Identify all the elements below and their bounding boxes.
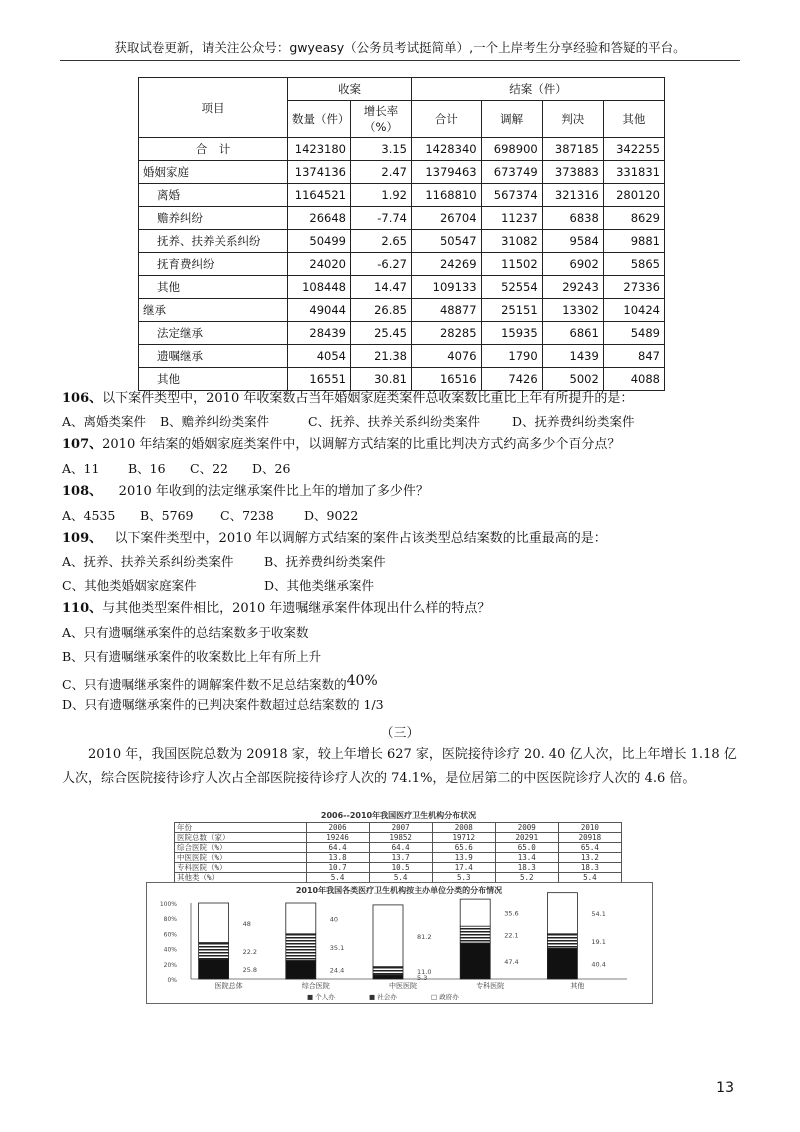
segment-value-label: 11.0	[417, 967, 432, 976]
table-row	[139, 161, 665, 184]
y-tick-label: 100%	[159, 901, 177, 908]
cell-mediation: 698900	[481, 138, 542, 161]
cell-count: 24020	[288, 253, 351, 276]
q109-options-cd	[62, 577, 374, 595]
table-row	[139, 253, 665, 276]
cell-judgment: 1439	[542, 345, 603, 368]
bar-segment-社会办	[199, 943, 229, 960]
cell-growth: 14.47	[351, 276, 412, 299]
segment-value-label: 47.4	[504, 957, 519, 966]
cell-other: 331831	[603, 161, 664, 184]
cell-total: 1168810	[412, 184, 482, 207]
col-other: 其他	[603, 101, 664, 138]
cell-growth: 26.85	[351, 299, 412, 322]
case-statistics-table	[138, 77, 665, 391]
y-tick-label: 20%	[163, 961, 177, 969]
bar-segment-社会办	[547, 934, 577, 949]
cell-total: 4076	[412, 345, 482, 368]
hospital-distribution-table	[174, 822, 622, 883]
legend-entry: □ 政府办	[431, 993, 459, 1001]
cell-other: 8629	[603, 207, 664, 230]
col-mediation: 调解	[481, 101, 542, 138]
cell-judgment: 9584	[542, 230, 603, 253]
figure-table-cell: 20918	[558, 833, 621, 843]
q110-option-b[interactable]: B、只有遗嘱继承案件的收案数比上年有所上升	[62, 649, 322, 664]
cell-other: 5865	[603, 253, 664, 276]
figure-table-row	[175, 833, 622, 843]
segment-value-label: 22.1	[504, 931, 519, 940]
cell-judgment: 29243	[542, 276, 603, 299]
cell-mediation: 567374	[481, 184, 542, 207]
q108-option-a[interactable]: A、4535	[62, 508, 116, 523]
chart-title: 2010年我国各类医疗卫生机构按主办单位分类的分布情况	[295, 886, 503, 895]
segment-value-label: 25.8	[242, 966, 258, 975]
figure-table-cell: 65.6	[432, 843, 495, 853]
cell-count: 16551	[288, 368, 351, 391]
cell-other: 342255	[603, 138, 664, 161]
col-count: 数量（件）	[288, 101, 351, 138]
bar-segment-社会办	[460, 926, 490, 943]
y-tick-label: 80%	[163, 916, 177, 924]
y-tick-label: 0%	[167, 977, 177, 984]
table-row	[139, 138, 665, 161]
bar-segment-个人办	[460, 943, 490, 979]
cell-count: 1374136	[288, 161, 351, 184]
figure-table-cell: 13.4	[495, 853, 558, 863]
bar-segment-社会办	[373, 967, 403, 975]
x-category-label: 专科医院	[476, 982, 505, 990]
row-label: 法定继承	[139, 322, 288, 345]
figure-table-cell: 2008	[432, 823, 495, 833]
cell-count: 1164521	[288, 184, 351, 207]
bar-segment-个人办	[286, 960, 316, 979]
cell-total: 109133	[412, 276, 482, 299]
figure-table-cell: 2007	[369, 823, 432, 833]
segment-value-label: 22.2	[242, 947, 258, 956]
row-label: 合 计	[139, 138, 288, 161]
hospital-figure	[146, 810, 651, 1002]
cell-judgment: 6861	[542, 322, 603, 345]
cell-mediation: 31082	[481, 230, 542, 253]
question-106: 106、以下案件类型中，2010 年收案数占当年婚姻家庭类案件总收案数比重比上年有所提升的是：	[62, 391, 634, 406]
figure-table-cell: 18.3	[495, 863, 558, 873]
segment-value-label: 35.1	[329, 944, 345, 953]
figure-table-row	[175, 873, 622, 883]
cell-count: 4054	[288, 345, 351, 368]
q106-option-a[interactable]: A、离婚类案件	[62, 414, 147, 429]
bar-segment-政府办	[199, 903, 229, 943]
q109-option-a[interactable]: A、抚养、扶养关系纠纷类案件	[62, 554, 234, 569]
col-judgment: 判决	[542, 101, 603, 138]
cell-other: 9881	[603, 230, 664, 253]
x-category-label: 医院总体	[214, 982, 243, 990]
cell-total: 48877	[412, 299, 482, 322]
cell-count: 49044	[288, 299, 351, 322]
figure-table-cell: 5.4	[306, 873, 369, 883]
cell-mediation: 673749	[481, 161, 542, 184]
figure-table-row	[175, 853, 622, 863]
q106-options	[62, 413, 635, 431]
figure-table-cell: 年份	[175, 823, 307, 833]
row-label: 其他	[139, 368, 288, 391]
x-category-label: 其他	[570, 982, 585, 990]
figure-table-row	[175, 823, 622, 833]
cell-other: 27336	[603, 276, 664, 299]
figure-table-title: 2006--2010年我国医疗卫生机构分布状况	[320, 811, 477, 820]
cell-count: 108448	[288, 276, 351, 299]
figure-table-cell: 10.5	[369, 863, 432, 873]
question-107: 107、2010 年结案的婚姻家庭类案件中，以调解方式结案的比重比判决方式约高多少个百分点？	[62, 437, 621, 452]
cell-growth: 1.92	[351, 184, 412, 207]
cell-judgment: 6838	[542, 207, 603, 230]
table-row	[139, 184, 665, 207]
figure-table-cell: 13.9	[432, 853, 495, 863]
segment-value-label: 81.2	[417, 932, 432, 941]
figure-table-cell: 64.4	[369, 843, 432, 853]
segment-value-label: 48	[242, 919, 251, 928]
figure-table-cell: 13.2	[558, 853, 621, 863]
bar-segment-个人办	[547, 948, 577, 979]
q107-option-a[interactable]: A、11	[62, 461, 100, 476]
cell-mediation: 7426	[481, 368, 542, 391]
table-row	[139, 230, 665, 253]
cell-count: 28439	[288, 322, 351, 345]
figure-table-cell: 专科医院（%）	[175, 863, 307, 873]
cell-mediation: 1790	[481, 345, 542, 368]
figure-table-cell: 2010	[558, 823, 621, 833]
legend-entry: ■ 个人办	[307, 993, 335, 1001]
cell-judgment: 321316	[542, 184, 603, 207]
col-item: 项目	[139, 78, 288, 138]
figure-table-cell: 中医医院（%）	[175, 853, 307, 863]
figure-table-cell: 65.4	[558, 843, 621, 853]
bar-segment-政府办	[286, 903, 316, 934]
figure-table-cell: 2009	[495, 823, 558, 833]
q110-option-a[interactable]: A、只有遗嘱继承案件的总结案数多于收案数	[62, 625, 309, 640]
table-row	[139, 276, 665, 299]
cell-mediation: 11237	[481, 207, 542, 230]
figure-table-cell: 5.3	[432, 873, 495, 883]
q107-option-c[interactable]: C、22	[190, 461, 228, 476]
figure-table-cell: 5.4	[558, 873, 621, 883]
figure-table-cell: 17.4	[432, 863, 495, 873]
segment-value-label: 40.4	[591, 960, 606, 969]
cell-other: 10424	[603, 299, 664, 322]
section-title: （三）	[380, 726, 420, 741]
cell-total: 24269	[412, 253, 482, 276]
table-row	[139, 368, 665, 391]
y-tick-label: 40%	[163, 946, 177, 954]
material-paragraph: 2010 年，我国医院总数为 20918 家，较上年增长 627 家，医院接待诊疗 20. 40 亿人次，比上年增长 1.18 亿人次，综合医院接待诊疗人次占全部医院接待诊疗人次的 74.1%，是位居第二的中医医院诊疗人次的 4.6 倍。	[62, 747, 737, 786]
question-110: 110、与其他类型案件相比，2010 年遗嘱继承案件体现出什么样的特点？	[62, 601, 491, 616]
figure-table-cell: 5.2	[495, 873, 558, 883]
figure-table-cell: 65.0	[495, 843, 558, 853]
cell-total: 1428340	[412, 138, 482, 161]
page-header: 获取试卷更新，请关注公众号：gwyeasy（公务员考试挺简单）,一个上岸考生分享经验和答疑的平台。	[114, 40, 686, 55]
cell-total: 1379463	[412, 161, 482, 184]
cell-mediation: 11502	[481, 253, 542, 276]
table-row	[139, 322, 665, 345]
col-closed: 结案（件）	[412, 78, 665, 101]
cell-growth: 30.81	[351, 368, 412, 391]
figure-table-cell: 19712	[432, 833, 495, 843]
figure-table-cell: 医院总数（家）	[175, 833, 307, 843]
q110-option-d[interactable]: D、只有遗嘱继承案件的已判决案件数超过总结案数的 1/3	[62, 697, 384, 712]
cell-judgment: 13302	[542, 299, 603, 322]
q106-option-d[interactable]: D、抚养费纠纷类案件	[512, 414, 635, 429]
segment-value-label: 40	[329, 915, 339, 924]
cell-count: 26648	[288, 207, 351, 230]
col-received: 收案	[288, 78, 412, 101]
cell-other: 5489	[603, 322, 664, 345]
cell-total: 28285	[412, 322, 482, 345]
ownership-stacked-bar-chart	[147, 883, 652, 1003]
cell-total: 50547	[412, 230, 482, 253]
row-label: 赡养纠纷	[139, 207, 288, 230]
q107-option-b[interactable]: B、16	[128, 461, 166, 476]
cell-mediation: 25151	[481, 299, 542, 322]
segment-value-label: 5.3	[417, 973, 428, 982]
row-label: 婚姻家庭	[139, 161, 288, 184]
figure-table-cell: 综合医院（%）	[175, 843, 307, 853]
q108-options	[62, 507, 358, 525]
table-row	[139, 345, 665, 368]
chart-frame	[146, 882, 653, 1004]
cell-count: 1423180	[288, 138, 351, 161]
q107-option-d[interactable]: D、26	[252, 461, 291, 476]
cell-mediation: 15935	[481, 322, 542, 345]
table-row	[139, 207, 665, 230]
segment-value-label: 19.1	[591, 938, 606, 947]
figure-table-cell: 10.7	[306, 863, 369, 873]
table-row	[139, 299, 665, 322]
q109-options-ab	[62, 553, 386, 571]
cell-growth: -6.27	[351, 253, 412, 276]
bar-segment-个人办	[199, 959, 229, 979]
header-divider	[60, 60, 740, 61]
x-category-label: 中医医院	[389, 982, 417, 990]
figure-table-cell: 64.4	[306, 843, 369, 853]
col-total: 合计	[412, 101, 482, 138]
q106-option-b[interactable]: B、赡养纠纷类案件	[160, 414, 270, 429]
row-label: 其他	[139, 276, 288, 299]
row-label: 离婚	[139, 184, 288, 207]
figure-table-cell: 13.8	[306, 853, 369, 863]
cell-count: 50499	[288, 230, 351, 253]
figure-table-row	[175, 863, 622, 873]
q108-option-d[interactable]: D、9022	[304, 508, 359, 523]
col-growth: 增长率（%）	[351, 101, 412, 138]
figure-table-cell: 20291	[495, 833, 558, 843]
figure-table-cell: 13.7	[369, 853, 432, 863]
segment-value-label: 24.4	[329, 966, 345, 975]
row-label: 抚育费纠纷	[139, 253, 288, 276]
bar-segment-社会办	[286, 934, 316, 961]
question-109: 109、 以下案件类型中，2010 年以调解方式结案的案件占该类型总结案数的比重最高的是：	[62, 531, 607, 546]
figure-table-cell: 19246	[306, 833, 369, 843]
q110-c-percent: 40%	[346, 673, 378, 689]
cell-growth: 3.15	[351, 138, 412, 161]
cell-judgment: 5002	[542, 368, 603, 391]
figure-table-cell: 2006	[306, 823, 369, 833]
cell-other: 847	[603, 345, 664, 368]
q106-option-c[interactable]: C、抚养、扶养关系纠纷类案件	[308, 414, 481, 429]
q108-option-b[interactable]: B、5769	[140, 508, 194, 523]
figure-table-cell: 其他类（%）	[175, 873, 307, 883]
row-label: 抚养、扶养关系纠纷	[139, 230, 288, 253]
row-label: 遗嘱继承	[139, 345, 288, 368]
q110-option-c[interactable]: C、只有遗嘱继承案件的调解案件数不足总结案数的40%	[62, 673, 378, 692]
bar-segment-政府办	[547, 893, 577, 934]
cell-growth: -7.74	[351, 207, 412, 230]
q109-option-c[interactable]: C、其他类婚姻家庭案件	[62, 578, 197, 593]
figure-table-cell: 19852	[369, 833, 432, 843]
row-label: 继承	[139, 299, 288, 322]
figure-table-row	[175, 843, 622, 853]
q107-options	[62, 460, 290, 478]
cell-judgment: 387185	[542, 138, 603, 161]
cell-growth: 21.38	[351, 345, 412, 368]
page-number: 13	[716, 1080, 734, 1096]
bar-segment-政府办	[460, 899, 490, 926]
q109-option-b[interactable]: B、抚养费纠纷类案件	[264, 554, 386, 569]
bar-segment-个人办	[373, 975, 403, 979]
cell-total: 26704	[412, 207, 482, 230]
figure-table-cell: 5.4	[369, 873, 432, 883]
q108-option-c[interactable]: C、7238	[220, 508, 274, 523]
cell-growth: 25.45	[351, 322, 412, 345]
cell-judgment: 6902	[542, 253, 603, 276]
cell-judgment: 373883	[542, 161, 603, 184]
cell-growth: 2.65	[351, 230, 412, 253]
cell-other: 4088	[603, 368, 664, 391]
x-category-label: 综合医院	[301, 982, 330, 990]
q109-option-d[interactable]: D、其他类继承案件	[264, 578, 375, 593]
segment-value-label: 35.6	[504, 909, 519, 918]
legend-entry: ■ 社会办	[369, 993, 397, 1001]
cell-total: 16516	[412, 368, 482, 391]
question-108: 108、 2010 年收到的法定继承案件比上年的增加了多少件？	[62, 484, 429, 499]
figure-table-cell: 18.3	[558, 863, 621, 873]
bar-segment-政府办	[373, 905, 403, 967]
segment-value-label: 54.1	[591, 910, 606, 919]
y-tick-label: 60%	[163, 931, 177, 939]
cell-mediation: 52554	[481, 276, 542, 299]
cell-other: 280120	[603, 184, 664, 207]
cell-growth: 2.47	[351, 161, 412, 184]
